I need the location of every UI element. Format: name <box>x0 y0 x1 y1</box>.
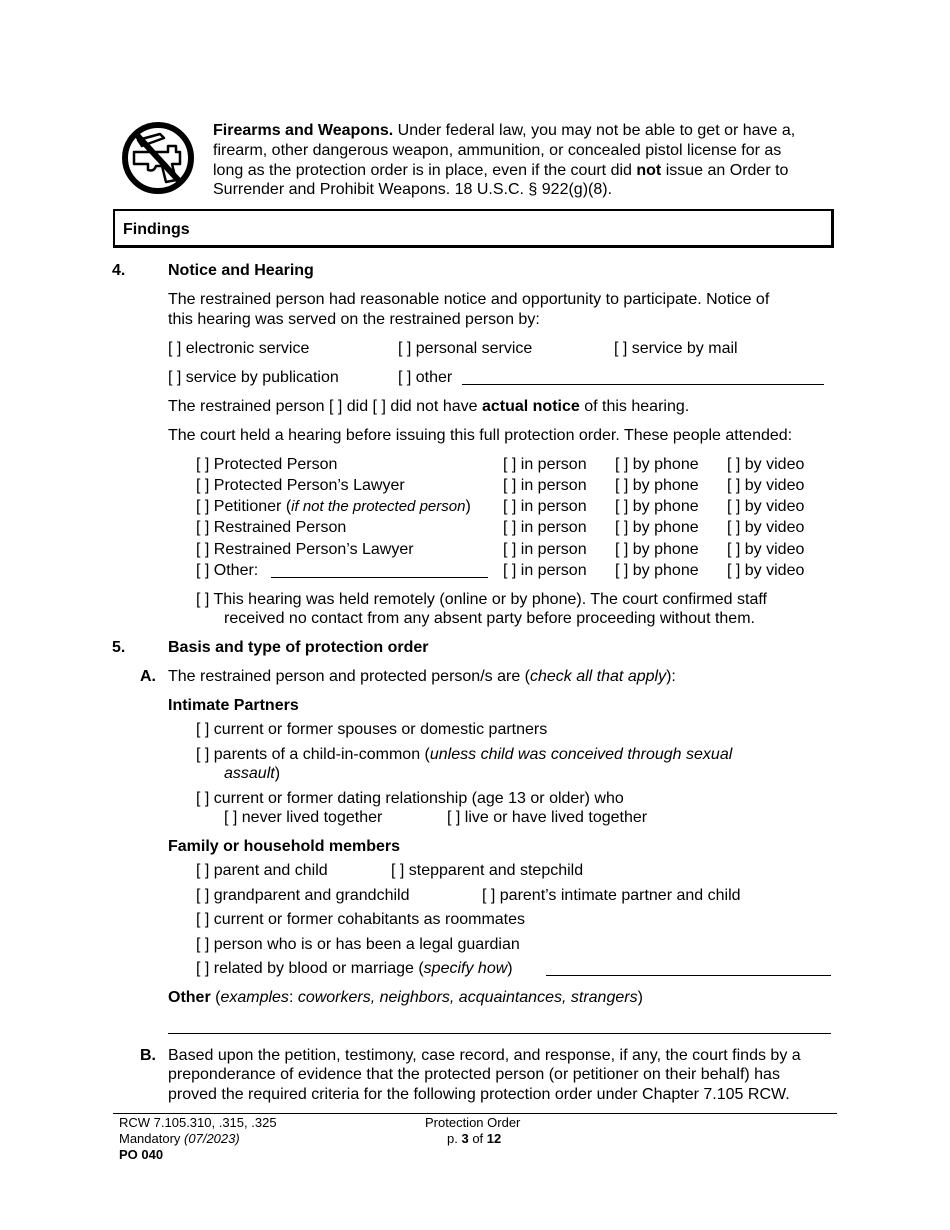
section-4-number: 4. <box>112 262 126 279</box>
other-list: coworkers, neighbors, acquaintances, strangers <box>297 989 638 1006</box>
notice-paragraph-line2: this hearing was served on the restrained person by: <box>168 311 540 328</box>
section-5a-close: ): <box>666 668 676 685</box>
footer-page-prefix: p. <box>447 1131 462 1146</box>
by-video-5[interactable]: [ ] by video <box>727 541 805 558</box>
footer-page-of: of <box>468 1131 487 1146</box>
checkbox-intimate-partner-child[interactable]: [ ] parent’s intimate partner and child <box>482 887 741 904</box>
firearms-heading: Firearms and Weapons. <box>213 122 394 139</box>
in-person-4[interactable]: [ ] in person <box>503 519 587 536</box>
other-relationship-blank[interactable] <box>168 1033 831 1034</box>
other-relationship <box>168 988 643 1007</box>
other-open: ( <box>210 989 221 1006</box>
hearing-held-line: The court held a hearing before issuing this full protection order. These people attended: <box>168 427 793 444</box>
by-video-2[interactable]: [ ] by video <box>727 477 805 494</box>
firearms-line3a: long as the protection order is in place, even if the court did <box>213 162 632 179</box>
firearms-notice <box>213 121 795 140</box>
child-in-common-assault: assault <box>224 765 275 782</box>
in-person-5[interactable]: [ ] in person <box>503 541 587 558</box>
blood-marriage-close: ) <box>507 960 513 977</box>
attendee-petitioner-label: [ ] Petitioner ( <box>196 498 292 515</box>
footer-form-number: PO 040 <box>119 1147 164 1162</box>
blood-marriage-label: [ ] related by blood or marriage ( <box>196 960 424 977</box>
by-video-1[interactable]: [ ] by video <box>727 456 805 473</box>
section-5b-line3: proved the required criteria for the following protection order under Chapter 7.105 RCW. <box>168 1086 790 1103</box>
attendee-petitioner-note: if not the protected person <box>291 498 466 515</box>
section-5a-italic: check all that apply <box>529 668 667 685</box>
checkbox-cohabitants[interactable]: [ ] current or former cohabitants as roommates <box>196 911 526 928</box>
actual-notice-bold: actual notice <box>481 398 580 415</box>
other-close: ) <box>637 989 643 1006</box>
by-phone-5[interactable]: [ ] by phone <box>615 541 699 558</box>
footer-mandatory-label: Mandatory <box>119 1131 185 1146</box>
other-examples: examples <box>220 989 289 1006</box>
section-5b-line2: preponderance of evidence that the protected person (or petitioner on their behalf) has <box>168 1066 780 1083</box>
by-phone-6[interactable]: [ ] by phone <box>615 562 699 579</box>
footer-doc-title: Protection Order <box>425 1115 521 1130</box>
actual-notice-checkboxes[interactable]: The restrained person [ ] did [ ] did not have <box>168 398 478 415</box>
checkbox-legal-guardian[interactable]: [ ] person who is or has been a legal guardian <box>196 936 520 953</box>
checkbox-other-service[interactable]: [ ] other <box>398 369 453 386</box>
in-person-2[interactable]: [ ] in person <box>503 477 587 494</box>
other-heading: Other <box>168 989 211 1006</box>
child-in-common-line2 <box>224 764 280 783</box>
in-person-3[interactable]: [ ] in person <box>503 498 587 515</box>
section-5b-line1: Based upon the petition, testimony, case record, and response, if any, the court finds by a <box>168 1047 801 1064</box>
firearms-line3c: issue an Order to <box>665 162 789 179</box>
attendee-restrained-person[interactable]: [ ] Restrained Person <box>196 519 347 536</box>
child-in-common-close: ) <box>274 765 281 782</box>
by-phone-4[interactable]: [ ] by phone <box>615 519 699 536</box>
by-phone-2[interactable]: [ ] by phone <box>615 477 699 494</box>
section-5a-main: The restrained person and protected person/s are ( <box>168 668 530 685</box>
footer-page <box>447 1131 501 1147</box>
attendee-restrained-lawyer[interactable]: [ ] Restrained Person’s Lawyer <box>196 541 414 558</box>
firearms-line1: Under federal law, you may not be able to get or have a, <box>397 122 796 139</box>
checkbox-stepparent[interactable]: [ ] stepparent and stepchild <box>391 862 584 879</box>
checkbox-parent-child[interactable]: [ ] parent and child <box>196 862 328 879</box>
attendee-protected-lawyer[interactable]: [ ] Protected Person’s Lawyer <box>196 477 405 494</box>
checkbox-service-by-mail[interactable]: [ ] service by mail <box>614 340 738 357</box>
section-5b-label: B. <box>140 1047 156 1064</box>
checkbox-blood-marriage[interactable] <box>196 959 513 978</box>
checkbox-child-in-common[interactable] <box>196 745 732 764</box>
attendee-petitioner[interactable] <box>196 497 471 516</box>
section-4-title: Notice and Hearing <box>168 262 314 279</box>
checkbox-spouses[interactable]: [ ] current or former spouses or domestic partners <box>196 721 548 738</box>
section-5-number: 5. <box>112 639 126 656</box>
checkbox-personal-service[interactable]: [ ] personal service <box>398 340 533 357</box>
section-5a-text <box>168 667 676 686</box>
footer-rule <box>113 1113 837 1114</box>
firearms-line4: Surrender and Prohibit Weapons. 18 U.S.C. § 922(g)(8). <box>213 181 613 198</box>
notice-paragraph-line1: The restrained person had reasonable notice and opportunity to participate. Notice of <box>168 291 770 308</box>
attendee-other[interactable]: [ ] Other: <box>196 562 259 579</box>
by-video-4[interactable]: [ ] by video <box>727 519 805 536</box>
checkbox-never-lived-together[interactable]: [ ] never lived together <box>224 809 383 826</box>
by-video-3[interactable]: [ ] by video <box>727 498 805 515</box>
other-service-blank[interactable] <box>462 384 824 385</box>
in-person-1[interactable]: [ ] in person <box>503 456 587 473</box>
intimate-partners-heading: Intimate Partners <box>168 697 299 714</box>
child-in-common-label: [ ] parents of a child-in-common ( <box>196 746 430 763</box>
checkbox-live-together[interactable]: [ ] live or have lived together <box>447 809 648 826</box>
checkbox-dating[interactable]: [ ] current or former dating relationship (age 13 or older) who <box>196 790 624 807</box>
remote-hearing-checkbox[interactable]: [ ] This hearing was held remotely (online or by phone). The court confirmed staff <box>196 591 767 608</box>
checkbox-service-by-publication[interactable]: [ ] service by publication <box>168 369 339 386</box>
attendee-other-blank[interactable] <box>271 577 488 578</box>
firearms-line2: firearm, other dangerous weapon, ammunition, or concealed pistol license for as <box>213 142 782 159</box>
actual-notice-suffix: of this hearing. <box>584 398 690 415</box>
findings-title: Findings <box>123 221 190 238</box>
no-weapons-icon <box>120 120 196 196</box>
family-household-heading: Family or household members <box>168 838 401 855</box>
actual-notice-line <box>168 397 689 416</box>
firearms-line3 <box>213 161 788 180</box>
findings-header-box <box>113 209 834 248</box>
child-in-common-note: unless child was conceived through sexual <box>429 746 733 763</box>
checkbox-grandparent[interactable]: [ ] grandparent and grandchild <box>196 887 410 904</box>
by-video-6[interactable]: [ ] by video <box>727 562 805 579</box>
section-5a-label: A. <box>140 668 156 685</box>
blood-marriage-blank[interactable] <box>546 975 831 976</box>
remote-hearing-line2: received no contact from any absent party before proceeding without them. <box>224 610 755 627</box>
attendee-petitioner-close: ) <box>465 498 471 515</box>
in-person-6[interactable]: [ ] in person <box>503 562 587 579</box>
footer-mandatory <box>119 1131 240 1147</box>
footer-date: (07/2023) <box>184 1131 240 1146</box>
firearms-not: not <box>636 162 662 179</box>
by-phone-3[interactable]: [ ] by phone <box>615 498 699 515</box>
attendee-protected-person[interactable]: [ ] Protected Person <box>196 456 338 473</box>
section-5-title: Basis and type of protection order <box>168 639 429 656</box>
footer-rcw: RCW 7.105.310, .315, .325 <box>119 1115 277 1130</box>
by-phone-1[interactable]: [ ] by phone <box>615 456 699 473</box>
checkbox-electronic-service[interactable]: [ ] electronic service <box>168 340 310 357</box>
other-colon: : <box>288 989 298 1006</box>
blood-marriage-specify: specify how <box>423 960 508 977</box>
footer-page-num: 3 <box>461 1131 469 1146</box>
footer-page-total: 12 <box>486 1131 502 1146</box>
